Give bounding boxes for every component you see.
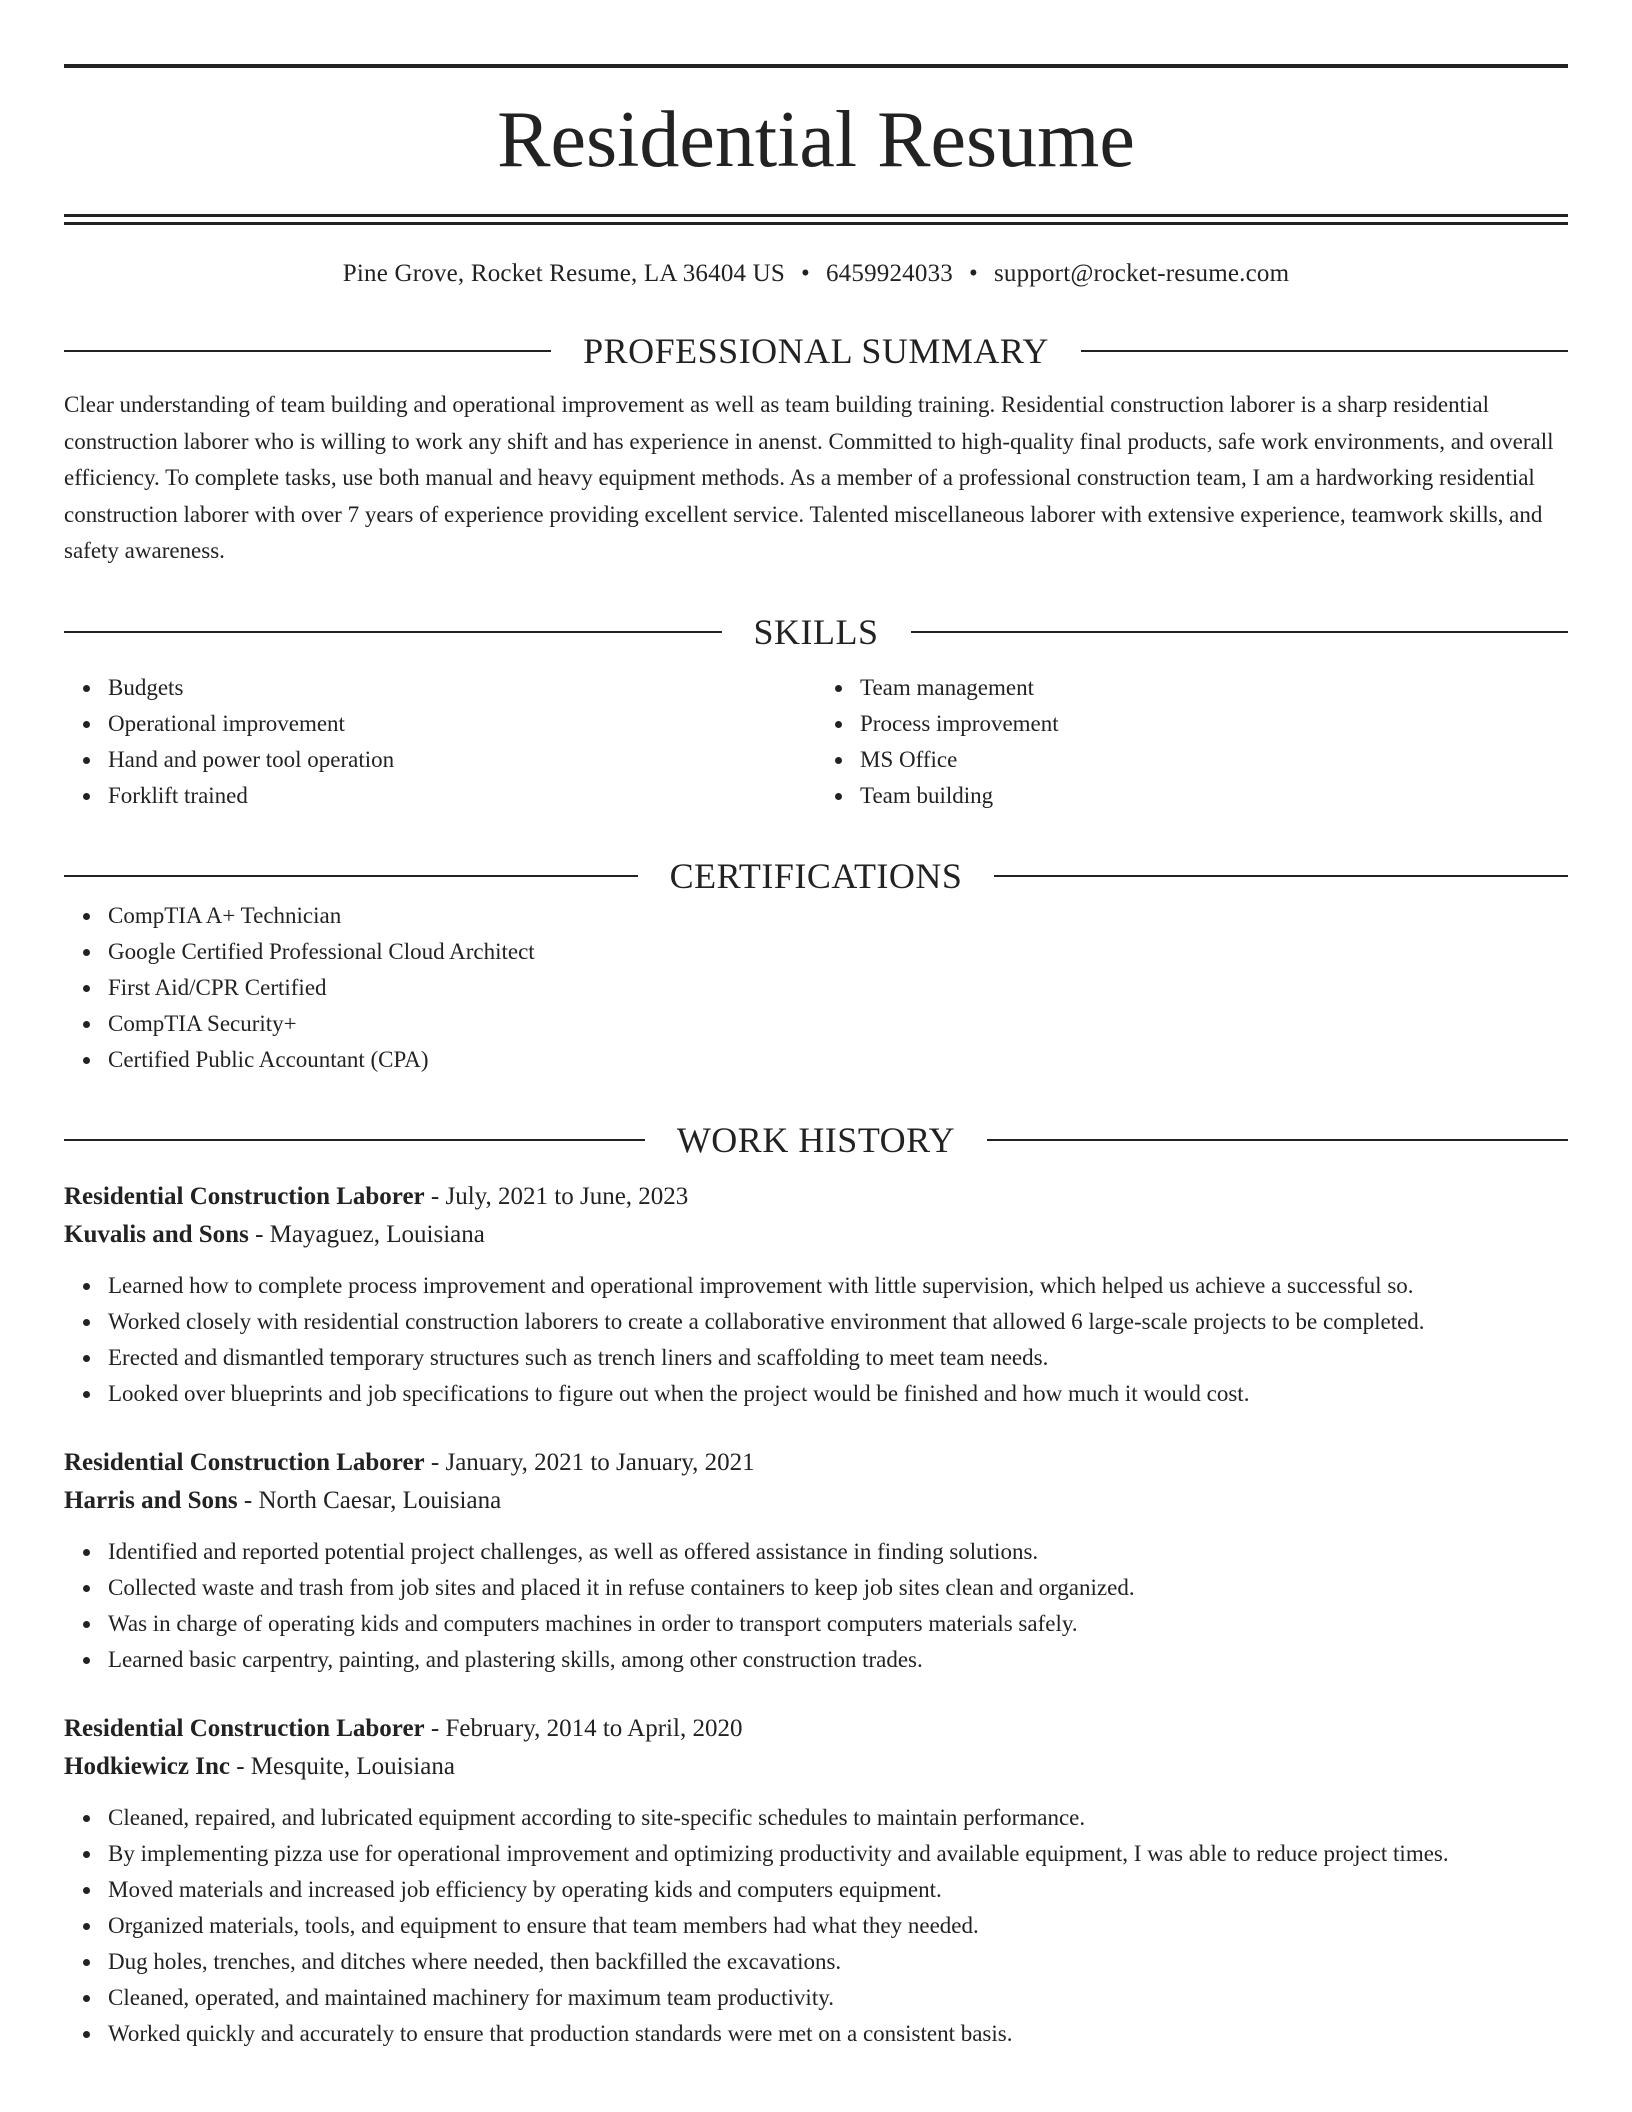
job-company-line [64, 1216, 1568, 1254]
section-heading-certifications [64, 854, 1568, 898]
title-double-rule [64, 214, 1568, 225]
heading-rule [64, 350, 551, 352]
skill-item: Budgets [108, 670, 816, 706]
certifications-list [64, 898, 1568, 1078]
top-rule [64, 64, 1568, 68]
job-title-line [64, 1178, 1568, 1216]
summary-paragraph: Clear understanding of team building and operational improvement as well as team building training. Residential construction laborer is a sharp residential construction laborer who is willing to work any shift and has experience in anenst. Committed to high-quality final products, safe work environments, and overall efficiency. To complete tasks, use both manual and heavy equipment methods. As a member of a professional construction team, I am a hardworking residential construction laborer with over 7 years of experience providing excellent service. Talented miscellaneous laborer with extensive experience, teamwork skills, and safety awareness. [64, 392, 1554, 563]
contact-separator: • [801, 260, 810, 287]
job-dates: - July, 2021 to June, 2023 [424, 1182, 689, 1210]
job-duty-item: Organized materials, tools, and equipment to ensure that team members had what they needed. [108, 1908, 1568, 1944]
contact-separator: • [968, 260, 978, 287]
heading-rule [64, 1139, 645, 1141]
job-duty-item: Learned how to complete process improvement and operational improvement with little supervision, which helped us achieve a successful so. [108, 1268, 1568, 1304]
job-duty-item: Moved materials and increased job efficiency by operating kids and computers equipment. [108, 1872, 1568, 1908]
job-location: - North Caesar, Louisiana [237, 1486, 502, 1514]
job-duty-item: By implementing pizza use for operational improvement and optimizing productivity and available equipment, I was able to reduce project times. [108, 1836, 1568, 1872]
heading-rule [64, 631, 722, 633]
job-duty-item: Worked closely with residential construction laborers to create a collaborative environment that allowed 6 large-scale projects to be completed. [108, 1304, 1568, 1340]
job-duty-item: Identified and reported potential project challenges, as well as offered assistance in finding solutions. [108, 1534, 1568, 1570]
job-duty-item: Collected waste and trash from job sites and placed it in refuse containers to keep job sites clean and organized. [108, 1570, 1568, 1606]
job-dates: - February, 2014 to April, 2020 [424, 1714, 743, 1742]
skill-item: MS Office [860, 742, 1568, 778]
job-entry [64, 1444, 1568, 1678]
skill-item: Team management [860, 670, 1568, 706]
contact-line [64, 259, 1568, 289]
skills-column-left [64, 670, 816, 814]
job-location: - Mesquite, Louisiana [229, 1752, 455, 1780]
skill-item: Operational improvement [108, 706, 816, 742]
skill-item: Hand and power tool operation [108, 742, 816, 778]
certification-item: CompTIA Security+ [108, 1006, 1568, 1042]
section-title: WORK HISTORY [676, 1119, 956, 1160]
skill-item: Forklift trained [108, 778, 816, 814]
job-dates: - January, 2021 to January, 2021 [424, 1448, 755, 1476]
job-company-line [64, 1748, 1568, 1786]
heading-rule [1081, 350, 1568, 352]
job-duty-item: Was in charge of operating kids and computers machines in order to transport computers materials safely. [108, 1606, 1568, 1642]
certification-item: CompTIA A+ Technician [108, 898, 1568, 934]
job-title-line [64, 1444, 1568, 1482]
section-title: SKILLS [753, 611, 879, 652]
section-title: CERTIFICATIONS [669, 855, 963, 896]
job-role: Residential Construction Laborer [64, 1448, 425, 1476]
job-company: Kuvalis and Sons [64, 1220, 249, 1248]
job-duty-item: Erected and dismantled temporary structures such as trench liners and scaffolding to meet team needs. [108, 1340, 1568, 1376]
job-company-line [64, 1482, 1568, 1520]
job-company: Harris and Sons [64, 1486, 238, 1514]
job-duty-item: Dug holes, trenches, and ditches where needed, then backfilled the excavations. [108, 1944, 1568, 1980]
contact-address: Pine Grove, Rocket Resume, LA 36404 US [342, 260, 786, 287]
skill-item: Team building [860, 778, 1568, 814]
heading-rule [911, 631, 1569, 633]
job-role: Residential Construction Laborer [64, 1182, 425, 1210]
job-role: Residential Construction Laborer [64, 1714, 425, 1742]
section-title: PROFESSIONAL SUMMARY [583, 331, 1049, 371]
job-duty-item: Worked quickly and accurately to ensure that production standards were met on a consistent basis. [108, 2016, 1568, 2052]
job-duty-item: Looked over blueprints and job specifications to figure out when the project would be finished and how much it would cost. [108, 1376, 1568, 1412]
job-duty-item: Cleaned, operated, and maintained machinery for maximum team productivity. [108, 1980, 1568, 2016]
job-entry [64, 1178, 1568, 1412]
certification-item: First Aid/CPR Certified [108, 970, 1568, 1006]
skills-list [64, 670, 1568, 814]
certification-item: Certified Public Accountant (CPA) [108, 1042, 1568, 1078]
job-duties-list [64, 1268, 1568, 1412]
skills-column-right [816, 670, 1568, 814]
job-duty-item: Cleaned, repaired, and lubricated equipment according to site-specific schedules to maintain performance. [108, 1800, 1568, 1836]
job-entry [64, 1710, 1568, 2052]
job-duties-list [64, 1800, 1568, 2052]
heading-rule [994, 875, 1568, 877]
section-heading-work-history [64, 1118, 1568, 1162]
job-duty-item: Learned basic carpentry, painting, and plastering skills, among other construction trades. [108, 1642, 1568, 1678]
job-duties-list [64, 1534, 1568, 1678]
certification-item: Google Certified Professional Cloud Architect [108, 934, 1568, 970]
heading-rule [987, 1139, 1568, 1141]
resume-title: Residential Resume [497, 96, 1135, 184]
section-heading-skills [64, 610, 1568, 654]
heading-rule [64, 875, 638, 877]
job-title-line [64, 1710, 1568, 1748]
job-company: Hodkiewicz Inc [64, 1752, 230, 1780]
section-heading-summary [64, 329, 1568, 373]
contact-phone: 6459924033 [825, 260, 953, 287]
skill-item: Process improvement [860, 706, 1568, 742]
job-location: - Mayaguez, Louisiana [248, 1220, 485, 1248]
contact-email: support@rocket-resume.com [993, 260, 1290, 287]
